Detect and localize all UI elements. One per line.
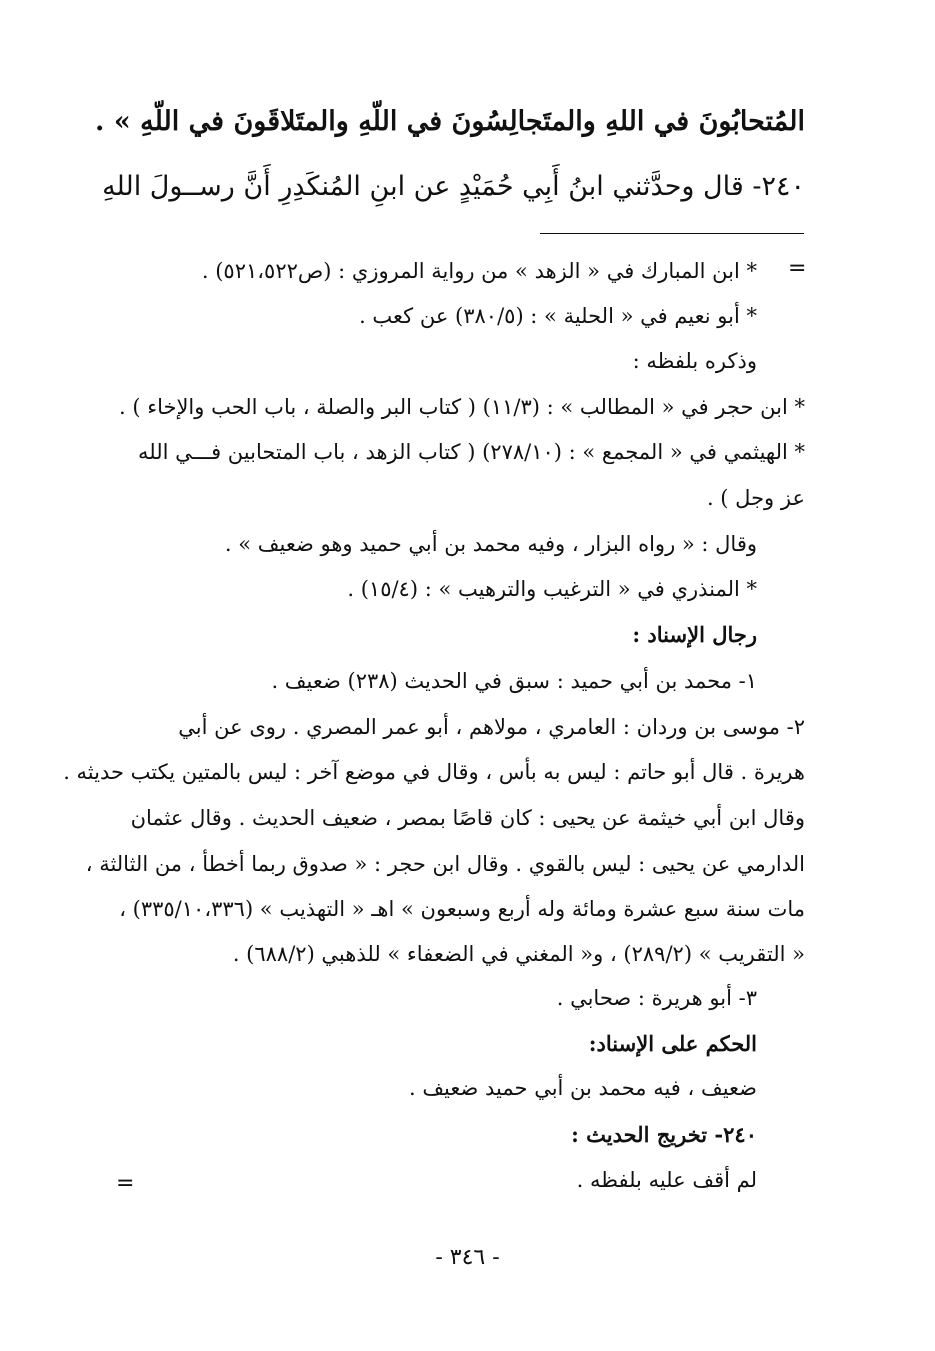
- footnote-line: * الهيثمي في « المجمع » : (٢٧٨/١٠) ( كتاب الزهد ، باب المتحابين فـــي الله: [138, 440, 805, 464]
- section-heading-isnad-men: رجال الإسناد :: [632, 622, 757, 647]
- footnote-line: وقال : « رواه البزار ، وفيه محمد بن أبي حميد وهو ضعيف » .: [224, 532, 757, 556]
- footnote-line: * ابن حجر في « المطالب » : (١١/٣) ( كتاب البر والصلة ، باب الحب والإخاء ) .: [118, 395, 805, 419]
- footnote-line: « التقريب » (٢٨٩/٢) ، و« المغني في الضعفاء » للذهبي (٦٨٨/٢) .: [232, 942, 805, 966]
- footnote-line: عز وجل ) .: [706, 486, 805, 510]
- footnote-line: وذكره بلفظه :: [632, 349, 757, 373]
- main-text-line-2: ٢٤٠- قال وحدَّثني ابنُ أَبِي حُمَيْدٍ عن ابنِ المُنكَدِرِ أَنَّ رســولَ اللهِ: [102, 171, 805, 202]
- main-text-line-1: المُتحابُونَ في اللهِ والمتَجالِسُونَ في اللّهِ والمتَلاقَونَ في اللّهِ » .: [95, 106, 805, 137]
- footnote-line: الدارمي عن يحيى : ليس بالقوي . وقال ابن حجر : « صدوق ربما أخطأ ، من الثالثة ،: [85, 852, 805, 876]
- footnote-line: لم أقف عليه بلفظه .: [576, 1168, 757, 1192]
- footnote-line: * أبو نعيم في « الحلية » : (٣٨٠/٥) عن كعب .: [359, 304, 757, 328]
- footnote-line: هريرة . قال أبو حاتم : ليس به بأس ، وقال في موضع آخر : ليس بالمتين يكتب حديثه .: [63, 760, 805, 784]
- continuation-marker-bottom: =: [116, 1171, 135, 1196]
- section-heading-hadith-takhrij: ٢٤٠- تخريج الحديث :: [571, 1122, 757, 1147]
- footnote-line: مات سنة سبع عشرة ومائة وله أربع وسبعون » اهـ « التهذيب » (٣٣٥/١٠،٣٣٦) ،: [119, 897, 805, 921]
- footnote-line: وقال ابن أبي خيثمة عن يحيى : كان قاصًا بمصر ، ضعيف الحديث . وقال عثمان: [130, 806, 805, 830]
- footnote-line: ٢- موسى بن وردان : العامري ، مولاهم ، أبو عمر المصري . روى عن أبي: [178, 715, 805, 739]
- footnote-divider: [540, 233, 804, 234]
- section-heading-isnad-ruling: الحكم على الإسناد:: [588, 1031, 757, 1056]
- footnote-line: ٣- أبو هريرة : صحابي .: [556, 986, 757, 1010]
- page-number: - ٣٤٦ -: [435, 1245, 500, 1270]
- footnote-line: ضعيف ، فيه محمد بن أبي حميد ضعيف .: [408, 1076, 757, 1100]
- footnote-line: * ابن المبارك في « الزهد » من رواية المروزي : (ص٥٢١،٥٢٢) .: [201, 259, 757, 283]
- footnote-line: ١- محمد بن أبي حميد : سبق في الحديث (٢٣٨) ضعيف .: [271, 669, 757, 693]
- footnote-line: * المنذري في « الترغيب والترهيب » : (١٥/٤) .: [347, 577, 757, 601]
- continuation-marker-top: =: [788, 256, 807, 281]
